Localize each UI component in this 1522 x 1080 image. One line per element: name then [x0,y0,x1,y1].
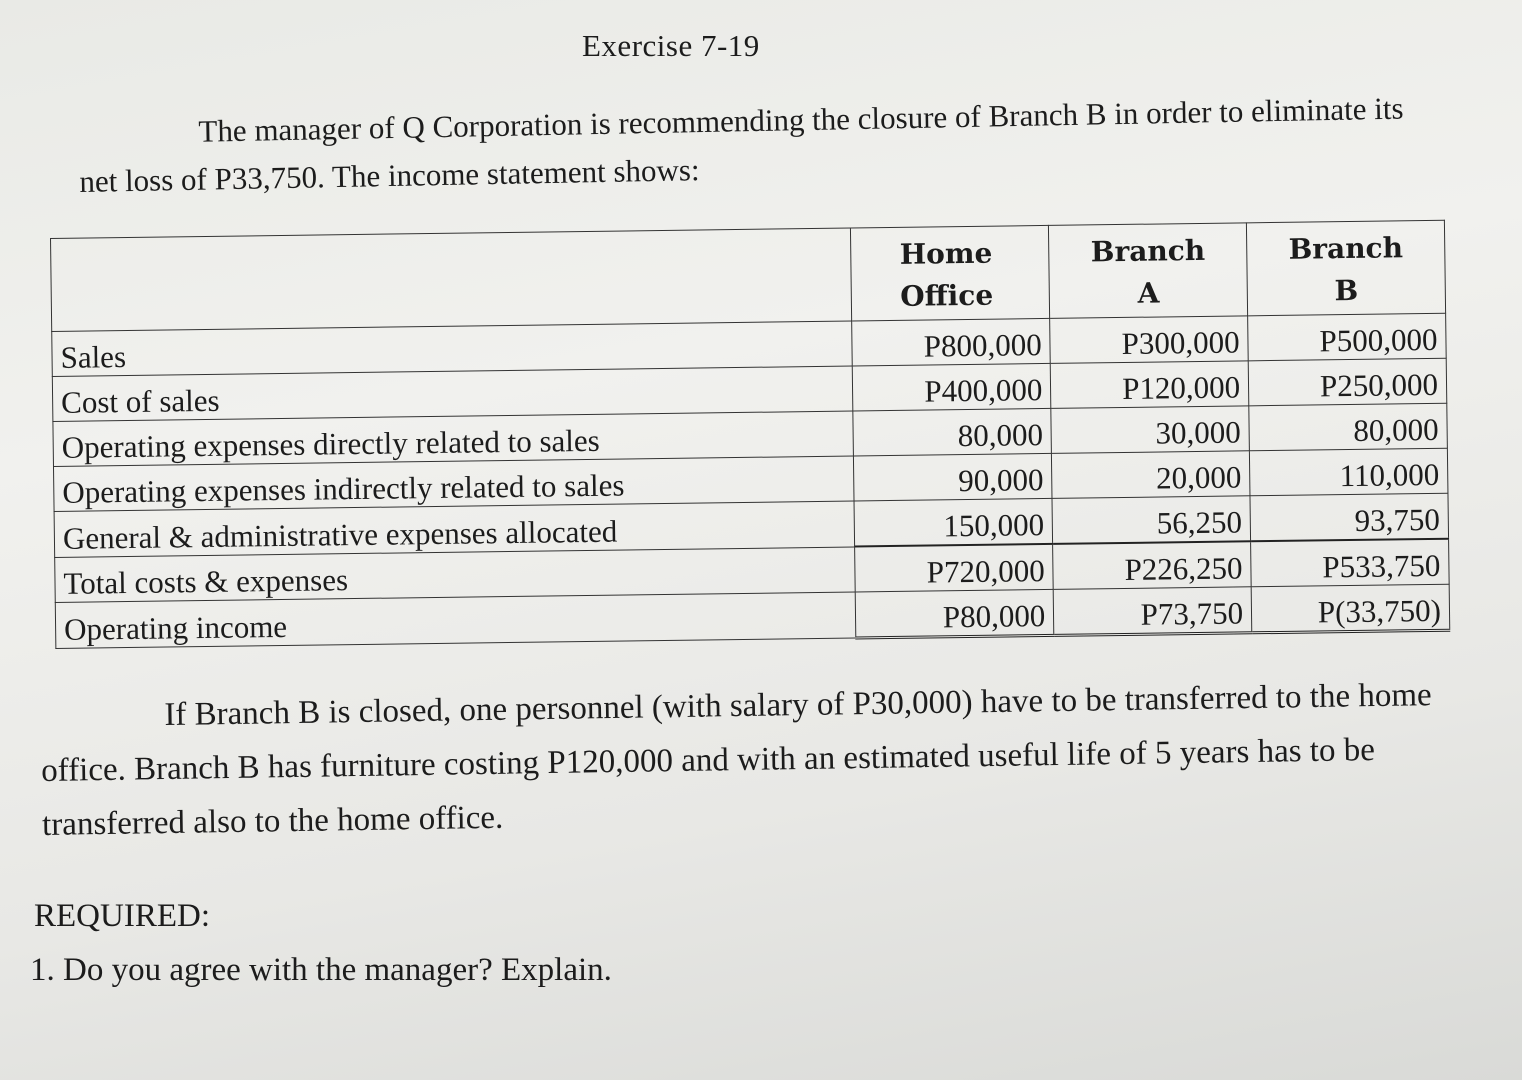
row-label: Operating expenses directly related to sales [53,411,854,466]
cell-home-office: P80,000 [856,589,1054,638]
scenario-text: If Branch B is closed, one personnel (with salary of P30,000) have to be transferred to the home office. Branch B has furniture costing P120,000 and with an estimated useful life of 5 years has to be transferred also to the home office. [40,677,1432,843]
cell-branch-a: P73,750 [1053,587,1251,636]
cell-branch-b: P250,000 [1248,358,1446,406]
row-label: Operating income [55,592,856,648]
cell-home-office: P800,000 [852,318,1050,366]
cell-branch-a: 56,250 [1052,496,1250,544]
exercise-title: Exercise 7-19 [582,28,760,63]
cell-branch-a: 30,000 [1051,406,1249,454]
question-1: 1. Do you agree with the manager? Explain. [30,952,612,988]
cell-home-office: 150,000 [854,498,1052,546]
header-home-office [851,225,1050,321]
cell-branch-a: P300,000 [1050,316,1248,364]
cell-home-office: 80,000 [853,408,1051,456]
cell-branch-b: P(33,750) [1251,584,1449,633]
header-branch-a [1049,223,1248,319]
cell-branch-a: P226,250 [1053,541,1251,589]
cell-branch-b: 110,000 [1250,448,1448,496]
cell-branch-a: 20,000 [1052,451,1250,499]
income-statement-wrap [50,220,1460,650]
indent-space [79,142,199,144]
required-heading: REQUIRED: [34,898,210,934]
cell-branch-b: P533,750 [1251,539,1449,587]
cell-branch-a: P120,000 [1051,361,1249,409]
row-label: Total costs & expenses [55,546,856,602]
cell-home-office: 90,000 [854,453,1052,501]
header-branch-b [1247,220,1446,316]
row-label: Operating expenses indirectly related to sales [53,456,854,511]
header-blank-cell [51,228,853,331]
header-branch-a-line1: Branch [1090,233,1206,269]
header-home-line1: Home [899,236,993,271]
cell-home-office: P720,000 [855,544,1053,592]
indent-space [41,725,165,727]
header-branch-b-line1: Branch [1288,231,1404,266]
cell-branch-b: P500,000 [1248,313,1446,361]
intro-text: The manager of Q Corporation is recommending the closure of Branch B in order to eliminate its net loss of P33,750. The income statement shows: [79,90,1404,199]
header-home-line2: Office [900,278,994,313]
header-branch-b-line2: B [1334,273,1359,308]
row-label: Cost of sales [52,366,853,421]
cell-branch-b: 93,750 [1250,493,1448,541]
cell-home-office: P400,000 [853,363,1051,411]
scenario-paragraph [40,668,1462,852]
row-label: General & administrative expenses allocated [54,501,855,557]
intro-paragraph [78,84,1420,206]
cell-branch-b: 80,000 [1249,403,1447,451]
table-header-row [51,220,1446,331]
income-statement-table [50,220,1450,650]
row-label: Sales [52,321,853,376]
header-branch-a-line2: A [1137,276,1160,310]
